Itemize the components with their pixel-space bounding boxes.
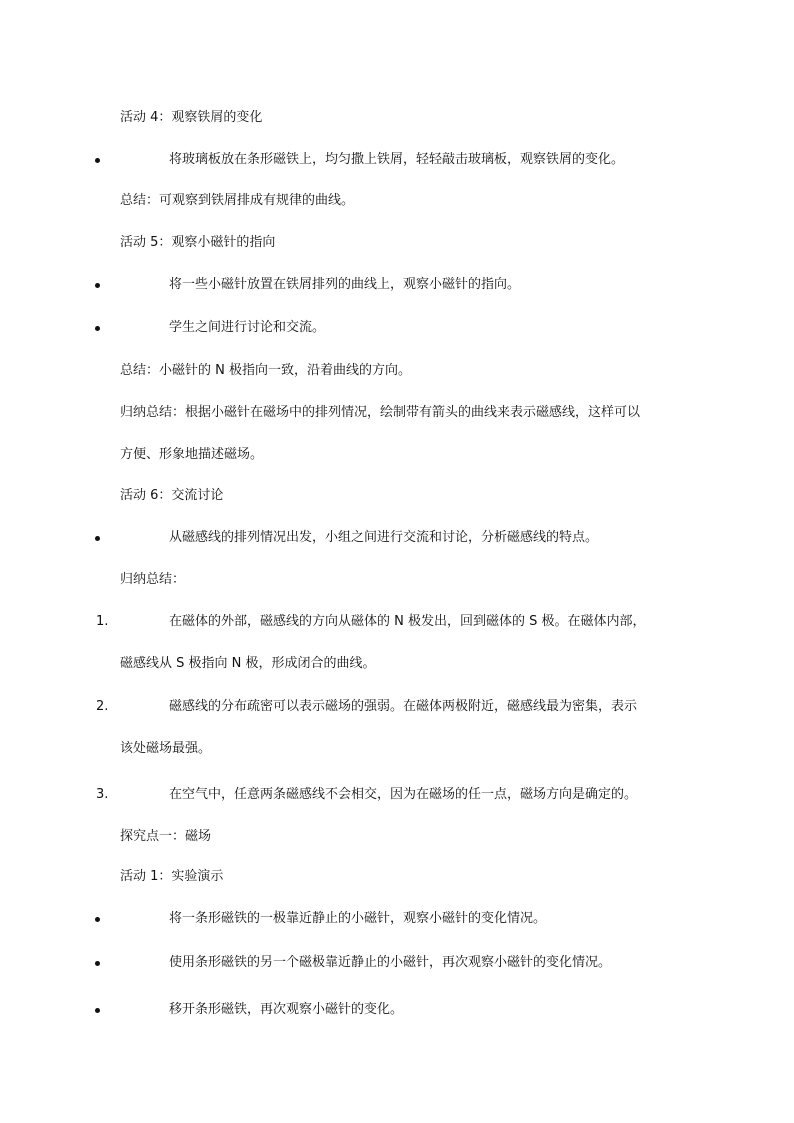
heading-activity-6: 活动 6：交流讨论 xyxy=(120,488,224,503)
summary-text: 总结：可观察到铁屑排成有规律的曲线。 xyxy=(120,193,355,208)
conclusion-heading: 归纳总结： xyxy=(120,572,186,587)
bullet-icon xyxy=(95,158,100,163)
bullet-icon xyxy=(95,1008,100,1013)
list-item: 将一条形磁铁的一极靠近静止的小磁针，观察小磁针的变化情况。 xyxy=(169,911,547,926)
numbered-item-cont: 磁感线从 S 极指向 N 极，形成闭合的曲线。 xyxy=(120,656,376,671)
numbered-item: 磁感线的分布疏密可以表示磁场的强弱。在磁体两极附近，磁感线最为密集，表示 xyxy=(169,699,638,714)
numbered-item: 在空气中，任意两条磁感线不会相交，因为在磁场的任一点，磁场方向是确定的。 xyxy=(169,787,638,802)
heading-activity-1: 活动 1：实验演示 xyxy=(120,869,224,884)
list-item: 将玻璃板放在条形磁铁上，均匀撒上铁屑，轻轻敲击玻璃板，观察铁屑的变化。 xyxy=(169,152,625,167)
bullet-icon xyxy=(95,536,100,541)
bullet-icon xyxy=(95,326,100,331)
heading-activity-5: 活动 5：观察小磁针的指向 xyxy=(120,235,276,250)
summary-text: 总结：小磁针的 N 极指向一致，沿着曲线的方向。 xyxy=(120,363,411,378)
numbered-item: 在磁体的外部，磁感线的方向从磁体的 N 极发出，回到磁体的 S 极。在磁体内部， xyxy=(169,614,646,629)
bullet-icon xyxy=(95,961,100,966)
list-number: 1. xyxy=(96,614,109,629)
conclusion-text: 归纳总结：根据小磁针在磁场中的排列情况，绘制带有箭头的曲线来表示磁感线，这样可以 xyxy=(120,405,641,420)
list-item: 学生之间进行讨论和交流。 xyxy=(169,320,326,335)
heading-inquiry-1: 探究点一：磁场 xyxy=(120,829,212,844)
list-number: 3. xyxy=(96,787,109,802)
numbered-item-cont: 该处磁场最强。 xyxy=(120,741,212,756)
list-item: 使用条形磁铁的另一个磁极靠近静止的小磁针，再次观察小磁针的变化情况。 xyxy=(169,955,612,970)
list-item: 从磁感线的排列情况出发，小组之间进行交流和讨论，分析磁感线的特点。 xyxy=(169,530,599,545)
list-item: 将一些小磁针放置在铁屑排列的曲线上，观察小磁针的指向。 xyxy=(169,277,521,292)
bullet-icon xyxy=(95,917,100,922)
list-number: 2. xyxy=(96,699,109,714)
bullet-icon xyxy=(95,283,100,288)
heading-activity-4: 活动 4：观察铁屑的变化 xyxy=(120,110,263,125)
list-item: 移开条形磁铁，再次观察小磁针的变化。 xyxy=(169,1002,404,1017)
conclusion-text-cont: 方便、形象地描述磁场。 xyxy=(120,447,264,462)
